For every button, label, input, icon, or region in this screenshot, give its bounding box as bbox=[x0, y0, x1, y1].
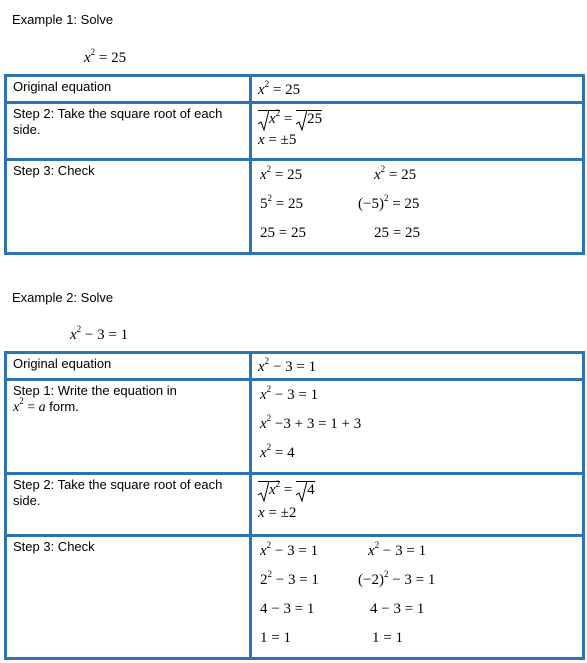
table-row bbox=[6, 160, 584, 254]
work-line: $x^2 - 3 = 1$ $x^2 - 3 = 1$ bbox=[260, 540, 427, 559]
radical: 25 bbox=[296, 110, 322, 128]
row-label: Step 3: Check bbox=[6, 536, 251, 659]
work-line: 1 = 1 1 = 1 bbox=[260, 630, 403, 646]
radical: $x^2$ bbox=[258, 110, 280, 128]
work-line: $x^2 - 3 = 1$ bbox=[258, 356, 317, 375]
radical: $x^2$ bbox=[258, 481, 280, 499]
work-line: x = ±2 bbox=[258, 505, 297, 521]
work-line: $x^2 = 4$ bbox=[260, 442, 295, 461]
example-2-title: Example 2: Solve bbox=[12, 290, 114, 305]
row-label: Step 2: Take the square root of each side. bbox=[6, 103, 251, 160]
example-1-equation: $x^2 = 25$ bbox=[84, 47, 127, 66]
table-row bbox=[6, 536, 584, 659]
table-row bbox=[6, 380, 584, 474]
work-line: x = ±5 bbox=[258, 132, 297, 148]
table-row bbox=[6, 103, 584, 160]
example-2-equation: $x^2 - 3 = 1$ bbox=[70, 324, 129, 343]
work-line: 25 = 25 25 = 25 bbox=[260, 225, 420, 241]
row-label: Original equation bbox=[6, 76, 251, 103]
work-line: $x^2 - 3 = 1$ bbox=[260, 384, 319, 403]
example-1-table bbox=[4, 74, 585, 255]
work-line: $5^2 = 25$ $(-5)^2 = 25$ bbox=[260, 193, 420, 212]
work-line: 4 − 3 = 1 4 − 3 = 1 bbox=[260, 601, 425, 617]
work-line: $x^2$ = 25 bbox=[258, 106, 576, 128]
work-line: $x^2 -3 + 3 = 1 + 3$ bbox=[260, 413, 362, 432]
row-label: Original equation bbox=[6, 353, 251, 380]
radical: 4 bbox=[296, 481, 315, 499]
work-line: $x^2$ = 4 bbox=[258, 477, 576, 499]
row-label: Step 3: Check bbox=[6, 160, 251, 254]
row-label: Step 2: Take the square root of each side. bbox=[6, 474, 251, 536]
table-row bbox=[6, 474, 584, 536]
table-row bbox=[6, 76, 584, 103]
table-row bbox=[6, 353, 584, 380]
work-line: $2^2 - 3 = 1$ $(-2)^2 - 3 = 1$ bbox=[260, 569, 436, 588]
example-1-title: Example 1: Solve bbox=[12, 12, 114, 27]
work-line: $x^2 = 25$ $x^2 = 25$ bbox=[260, 164, 417, 183]
row-label: Step 1: Write the equation in $x^2 = a$ form. bbox=[6, 380, 251, 474]
example-2-table bbox=[4, 351, 585, 660]
work-line: $x^2 = 25$ bbox=[258, 79, 301, 98]
